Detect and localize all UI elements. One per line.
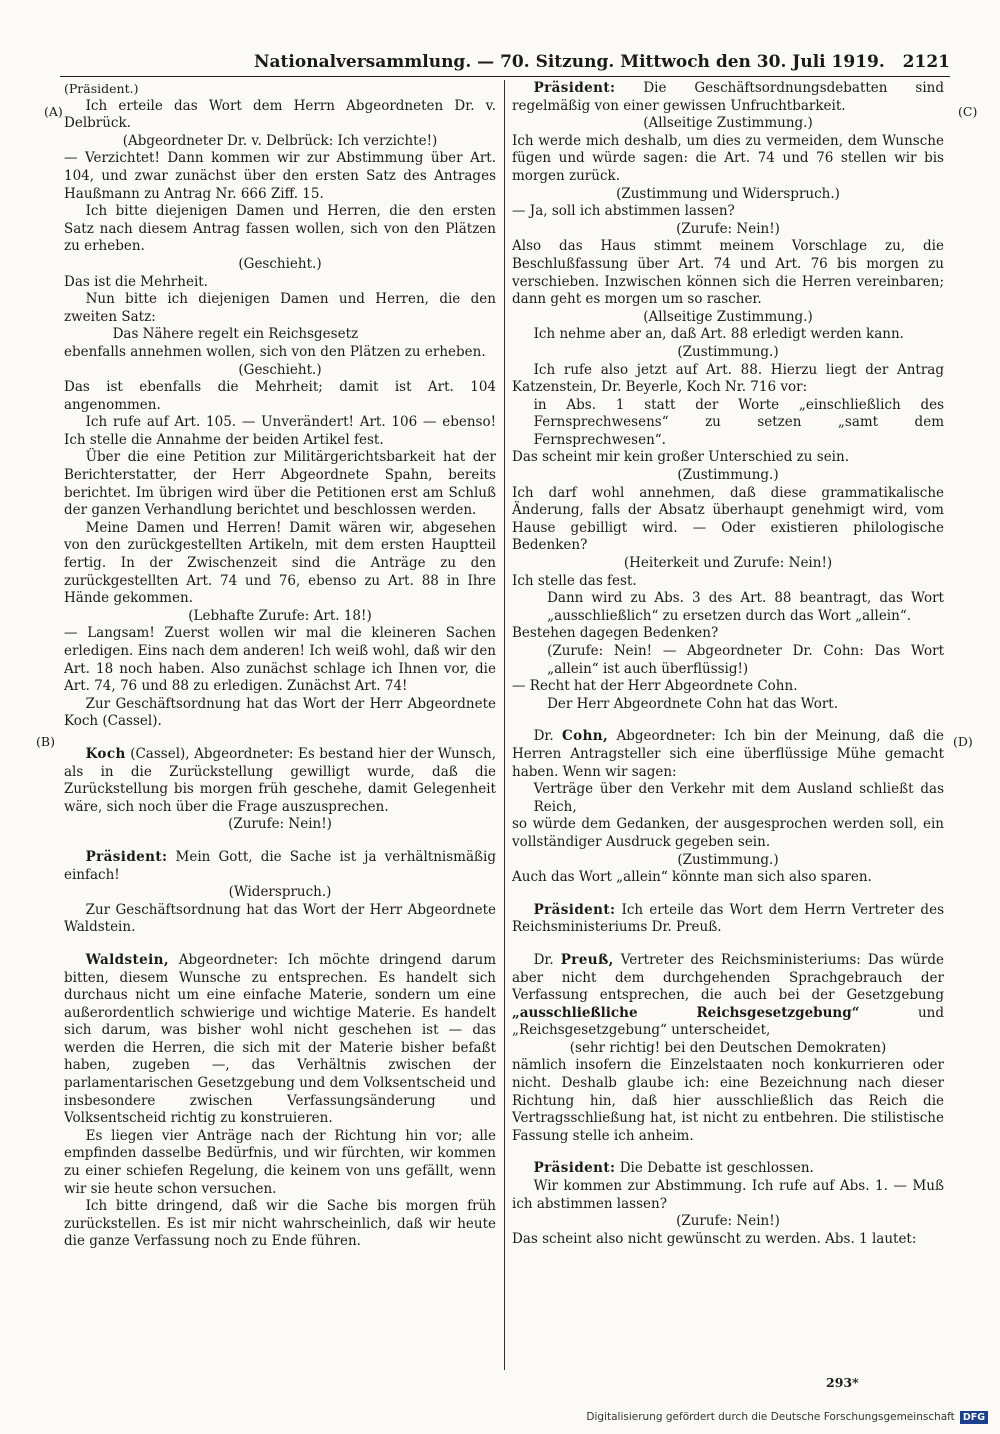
speech-cohn xyxy=(512,728,944,781)
speaker-name: Cohn, xyxy=(562,728,609,745)
interjection: (Zustimmung.) xyxy=(677,851,779,868)
speech-text: Abgeordneter: Ich bin der Meinung, daß die Herren Antragsteller sich eine überflüssige Mühe gemacht haben. Wenn wir sagen: xyxy=(512,728,944,780)
paragraph: Ich rufe auf Art. 105. — Unverändert! Art. 106 — ebenso! Ich stelle die Annahme der beiden Artikel fest. xyxy=(64,414,496,448)
paragraph: Das ist ebenfalls die Mehrheit; damit ist Art. 104 angenommen. xyxy=(64,379,496,413)
speech-koch xyxy=(64,746,496,816)
page-header xyxy=(60,50,950,77)
paragraph: — Langsam! Zuerst wollen wir mal die kleineren Sachen erledigen. Eins nach dem anderen! Ich weiß wohl, daß wir den Art. 18 noch haben. Also zunächst schlage ich Ihnen vor, die Art. 74, 76 und 88 zu erledigen. Zunächst Art. 74! xyxy=(64,625,496,695)
margin-marker-d: (D) xyxy=(953,734,973,749)
header-title: Nationalversammlung. — 70. Sitzung. Mittwoch den 30. Juli 1919. xyxy=(254,52,885,72)
speaker-title: Dr. xyxy=(533,951,561,968)
paragraph: ebenfalls annehmen wollen, sich von den Plätzen zu erheben. xyxy=(64,343,486,360)
paragraph: Über die eine Petition zur Militärgerichtsbarkeit hat der Berichterstatter, der Herr Abgeordnete Spahn, bereits berichtet. Im übrigen wird über die Petitionen erst am Schluß der ganzen Verhandlung berichtet und beschlossen werden. xyxy=(64,449,496,519)
margin-marker-c: (C) xyxy=(958,104,978,119)
paragraph: Das ist die Mehrheit. xyxy=(64,273,208,290)
interjection: (Zurufe: Nein! — Abgeordneter Dr. Cohn: Das Wort „allein“ ist auch überflüssig!) xyxy=(547,643,944,677)
interjection: (Allseitige Zustimmung.) xyxy=(643,308,813,325)
speaker-name: Präsident: xyxy=(85,848,168,865)
emphasized-term: „ausschließliche Reichsgesetzgebung“ xyxy=(512,1004,860,1021)
speaker-name: Präsident: xyxy=(533,901,616,918)
paragraph: Ich nehme aber an, daß Art. 88 erledigt werden kann. xyxy=(533,326,904,343)
right-column xyxy=(512,80,944,1370)
paragraph: Ich bitte dringend, daß wir die Sache bis morgen früh zurückstellen. Es ist mir nicht wahrscheinlich, daß wir heute die ganze Verfassung noch zu Ende führen. xyxy=(64,1198,496,1250)
speech-president xyxy=(64,849,496,884)
sheet-signature: 293* xyxy=(826,1375,859,1390)
margin-marker-b: (B) xyxy=(36,734,55,749)
speaker-title: Dr. xyxy=(533,728,563,745)
paragraph: Also das Haus stimmt meinem Vorschlage zu, die Beschlußfassung über Art. 74 und Art. 76 bis morgen zu verschieben. Inzwischen können sich die Herren vereinbaren; dann geht es morgen um so rascher. xyxy=(512,238,944,308)
interjection: (Heiterkeit und Zurufe: Nein!) xyxy=(623,555,833,572)
paragraph: Ich stelle das fest. xyxy=(512,572,637,589)
interjection: (Zurufe: Nein!) xyxy=(676,220,780,237)
speaker-note: (Präsident.) xyxy=(64,81,139,96)
paragraph: Das scheint mir kein großer Unterschied zu sein. xyxy=(512,449,849,466)
paragraph: — Verzichtet! Dann kommen wir zur Abstimmung über Art. 104, und zwar zunächst über den ersten Satz des Antrages Haußmann zu Antrag Nr. 666 Ziff. 15. xyxy=(64,150,496,202)
paragraph: nämlich insofern die Einzelstaaten noch konkurrieren oder nicht. Deshalb glaube ich: eine Bezeichnung nach dieser Richtung hin, daß hier ausschließlich das Reich die Vertragsschließung hat, ist nicht zu entbehren. Die stilistische Fassung stelle ich anheim. xyxy=(512,1057,944,1144)
paragraph: Der Herr Abgeordnete Cohn hat das Wort. xyxy=(547,695,839,712)
paragraph: Meine Damen und Herren! Damit wären wir, abgesehen von den zurückgestellten Artikeln, mit dem ersten Hauptteil fertig. In der Zwischenzeit sind die Anträge zu den zurückgestellten Art. 74 und 76, ebenso zu Art. 88 in Ihre Hände gekommen. xyxy=(64,519,496,607)
paragraph: Nun bitte ich diejenigen Damen und Herren, die den zweiten Satz: xyxy=(64,291,496,325)
interjection: (Widerspruch.) xyxy=(228,884,332,901)
page-number: 2121 xyxy=(902,52,950,72)
paragraph: — Recht hat der Herr Abgeordnete Cohn. xyxy=(512,678,798,695)
speech-president xyxy=(512,1160,944,1178)
interjection: (Zurufe: Nein!) xyxy=(676,1213,780,1230)
paragraph: — Ja, soll ich abstimmen lassen? xyxy=(512,203,735,220)
interjection: (Allseitige Zustimmung.) xyxy=(643,115,813,132)
interjection: (Zustimmung.) xyxy=(677,467,779,484)
speech-text: Abgeordneter: Ich möchte dringend darum bitten, diesem Wunsche zu entsprechen. Es handelt sich durchaus nicht um eine einfache Materie, sondern um eine außerordentlich schwierige und wichtige Materie. Es handelt sich darum, was bisher wohl nicht geschehen ist — das werden die Herren, die sich mit der Materie bisher befaßt haben, zugeben —, das Verhältnis zwischen der parlamentarischen Gesetzgebung und dem Volksentscheid und insbesondere zwischen Verfassungsänderung und Volksentscheid richtig zu konstruieren. xyxy=(64,951,496,1127)
speech-text: Vertreter des Reichsministeriums: Das würde aber nicht dem durchgehenden Sprachgebrauch der Verfassung entsprechen, die auch bei der Gesetzgebung xyxy=(512,951,944,1004)
speaker-name: Präsident: xyxy=(533,80,616,96)
paragraph: Ich darf wohl annehmen, daß diese grammatikalische Änderung, falls der Absatz überhaupt genehmigt wird, vom Hause gebilligt wird. — Oder existieren philologische Bedenken? xyxy=(512,484,944,554)
speaker-name: Waldstein, xyxy=(85,951,169,968)
footer-text: Digitalisierung gefördert durch die Deutsche Forschungsgemeinschaft xyxy=(586,1411,955,1423)
speech-text: Ich erteile das Wort dem Herrn Vertreter des Reichsministeriums Dr. Preuß. xyxy=(512,901,944,936)
speech-preuss xyxy=(512,952,944,1040)
speaker-name: Präsident: xyxy=(533,1160,616,1177)
paragraph: Es liegen vier Anträge nach der Richtung hin vor; alle empfinden dasselbe Bedürfnis, und wir fürchten, wir kommen zu einer schiefen Regelung, die keinem von uns gefällt, wenn wir sie heute schon versuchen. xyxy=(64,1127,496,1197)
left-column xyxy=(64,80,496,1370)
speech-text: Die Debatte ist geschlossen. xyxy=(615,1160,814,1177)
interjection: (Zustimmung und Widerspruch.) xyxy=(616,185,840,202)
interjection: (Geschieht.) xyxy=(238,255,322,272)
interjection: (Zurufe: Nein!) xyxy=(228,816,332,833)
paragraph: Ich werde mich deshalb, um dies zu vermeiden, dem Wunsche fügen und würde sagen: die Art. 74 und 76 stellen wir bis morgen zurück. xyxy=(512,132,944,184)
speech-president xyxy=(512,80,944,115)
paragraph: Bestehen dagegen Bedenken? xyxy=(512,625,719,642)
speaker-name: Koch xyxy=(85,745,126,762)
paragraph: Zur Geschäftsordnung hat das Wort der Herr Abgeordnete Waldstein. xyxy=(64,901,496,936)
paragraph: Auch das Wort „allein“ könnte man sich also sparen. xyxy=(512,869,872,886)
paragraph: Ich bitte diejenigen Damen und Herren, die den ersten Satz nach diesem Antrag fassen wollen, sich von den Plätzen zu erheben. xyxy=(64,203,496,255)
paragraph: Zur Geschäftsordnung hat das Wort der Herr Abgeordnete Koch (Cassel). xyxy=(64,695,496,730)
interjection: (Lebhafte Zurufe: Art. 18!) xyxy=(188,607,372,624)
interjection: (Abgeordneter Dr. v. Delbrück: Ich verzichte!) xyxy=(122,132,438,149)
interjection: (Geschieht.) xyxy=(238,361,322,378)
footer-credit xyxy=(586,1411,988,1424)
speech-text: (Cassel), Abgeordneter: Es bestand hier der Wunsch, als in die Zurückstellung gewilligt wurde, daß die Zurückstellung bis morgen früh geschehe, damit Gelegenheit wäre, sich noch über die Frage auszusprechen. xyxy=(64,745,496,815)
speech-waldstein xyxy=(64,952,496,1128)
speech-president xyxy=(512,902,944,937)
paragraph: Wir kommen zur Abstimmung. Ich rufe auf Abs. 1. — Muß ich abstimmen lassen? xyxy=(512,1178,944,1212)
column-divider xyxy=(504,80,505,1370)
quoted-text: Verträge über den Verkehr mit dem Ausland schließt das Reich, xyxy=(533,781,944,815)
paragraph: Ich erteile das Wort dem Herrn Abgeordneten Dr. v. Delbrück. xyxy=(64,97,496,132)
margin-marker-a: (A) xyxy=(44,104,63,119)
interjection: (sehr richtig! bei den Deutschen Demokraten) xyxy=(569,1039,887,1056)
quoted-text: Dann wird zu Abs. 3 des Art. 88 beantragt, das Wort „ausschließlich“ zu ersetzen durch das Wort „allein“. xyxy=(547,590,944,624)
dfg-logo: DFG xyxy=(960,1411,988,1424)
paragraph: Das scheint also nicht gewünscht zu werden. Abs. 1 lautet: xyxy=(512,1230,917,1247)
speech-text: und „Reichsgesetzgebung“ unterscheidet, xyxy=(512,1004,945,1039)
quoted-text: in Abs. 1 statt der Worte „einschließlich des Fernsprechwesens“ zu setzen „samt dem Fernsprechwesen“. xyxy=(533,396,944,448)
paragraph: Ich rufe also jetzt auf Art. 88. Hierzu liegt der Antrag Katzenstein, Dr. Beyerle, Koch Nr. 716 vor: xyxy=(512,361,944,396)
speaker-name: Preuß, xyxy=(560,951,614,968)
paragraph: so würde dem Gedanken, der ausgesprochen werden soll, ein vollständiger Ausdruck gegeben sein. xyxy=(512,816,944,850)
speech-text: Die Geschäftsordnungsdebatten sind regelmäßig von einer gewissen Unfruchtbarkeit. xyxy=(512,80,944,114)
quoted-text: Das Nähere regelt ein Reichsgesetz xyxy=(112,326,359,343)
interjection: (Zustimmung.) xyxy=(677,343,779,360)
speech-text: Mein Gott, die Sache ist ja verhältnismäßig einfach! xyxy=(64,848,496,883)
